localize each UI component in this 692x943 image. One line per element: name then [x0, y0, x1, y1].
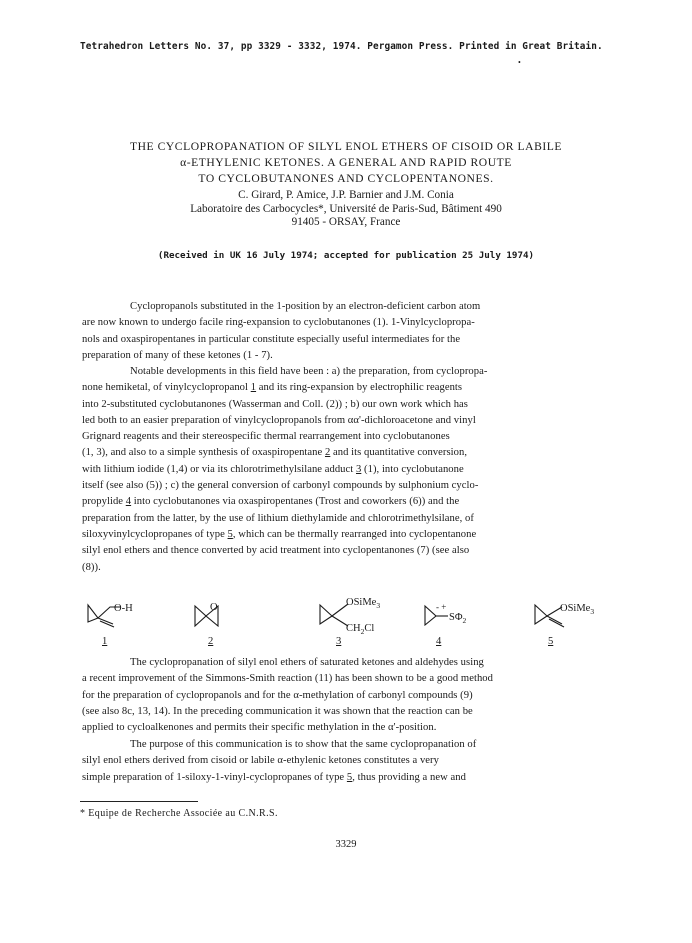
- running-head: Tetrahedron Letters No. 37, pp 3329 - 3332, 1974. Pergamon Press. Printed in Great Britain.: [80, 41, 603, 52]
- p2-line: [82, 380, 614, 396]
- p2-line: (8)).: [82, 561, 101, 573]
- p2-line: Grignard reagents and their stereospecific thermal rearrangement into cyclobutanones: [82, 431, 450, 443]
- article-title: [100, 139, 592, 187]
- structure-2-number: 2: [208, 636, 214, 647]
- compound-ref: 5: [346, 771, 353, 783]
- p1-line: preparation of many of these ketones (1 - 7).: [82, 349, 273, 361]
- title-line-1: THE CYCLOPROPANATION OF SILYL ENOL ETHERS OF CISOID OR LABILE: [129, 140, 563, 153]
- text-run: propylide: [82, 496, 126, 508]
- p3-line: The cyclopropanation of silyl enol ethers of saturated ketones and aldehydes using: [130, 657, 484, 668]
- p2-line: led both to an easier preparation of vinylcyclopropanols from αα'-dichloroacetone and vinyl: [82, 414, 476, 426]
- p2-line: [82, 445, 614, 461]
- affiliation-line-2: 91405 - ORSAY, France: [291, 216, 401, 228]
- p4-line: The purpose of this communication is to show that the same cyclopropanation of: [130, 739, 477, 750]
- structure-3-substituent: [346, 597, 380, 610]
- p4-line: silyl enol ethers derived from cisoid or labile α-ethylenic ketones constitutes a very: [82, 755, 439, 767]
- compound-ref: 3: [355, 463, 362, 475]
- footnote: * Equipe de Recherche Associée au C.N.R.S.: [80, 808, 278, 819]
- p2-line: Notable developments in this field have been : a) the preparation, from cyclopropa-: [130, 366, 488, 377]
- paragraph-4: [82, 737, 614, 786]
- text-run: , which can be thermally rearranged into cyclopentanone: [232, 528, 477, 540]
- p3-line: applied to cycloalkenones and permits their specific methylation in the α'-position.: [82, 722, 437, 734]
- authors: C. Girard, P. Amice, J.P. Barnier and J.M. Conia: [238, 189, 454, 201]
- structure-4-number: 4: [436, 636, 442, 647]
- text-run: and its quantitative conversion,: [330, 447, 468, 459]
- structure-1-substituent: O-H: [114, 603, 133, 614]
- formula-subscript: 2: [360, 627, 365, 636]
- page-number: 3329: [335, 839, 357, 850]
- p2-line: [82, 462, 614, 478]
- p1-line: Cyclopropanols substituted in the 1-position by an electron-deficient carbon atom: [130, 301, 481, 312]
- paragraph-3: [82, 655, 614, 736]
- text-run: into cyclobutanones via oxaspiropentanes (Trost and coworkers (6)) and the: [131, 496, 460, 508]
- p3-line: for the preparation of cyclopropanols and for the α-methylation of carbonyl compounds (9): [82, 689, 473, 701]
- compound-ref: 4: [125, 496, 132, 508]
- formula-main: OSiMe: [560, 603, 591, 614]
- formula-subscript: 2: [462, 616, 467, 625]
- p1-line: nols and oxaspiropentanes in particular constitute especially useful intermediates for the: [82, 333, 461, 345]
- formula-subscript: 3: [376, 601, 381, 610]
- structure-3-drawing: [320, 604, 348, 626]
- header-mark: •: [518, 58, 521, 67]
- p2-line: [82, 494, 614, 510]
- affiliation: [100, 203, 592, 229]
- structure-3-number: 3: [336, 636, 342, 647]
- compound-ref: 5: [227, 528, 233, 540]
- paragraph-2: [82, 364, 614, 576]
- p2-line: preparation from the latter, by the use of lithium diethylamide and chlorotrimethylsilane, of: [82, 512, 474, 524]
- formula-subscript: 3: [590, 607, 595, 616]
- formula-main: SΦ: [449, 612, 463, 623]
- formula-tail: Cl: [364, 623, 375, 634]
- compound-ref: 1: [250, 382, 257, 394]
- p2-line: silyl enol ethers and thence converted by acid treatment into cyclopentanones (7) (see also: [82, 545, 470, 557]
- p2-line: itself (see also (5)) ; c) the general conversion of carbonyl compounds by sulphonium cyclo-: [82, 480, 479, 492]
- structure-4-substituent: [449, 612, 467, 625]
- structure-2-substituent: O: [210, 602, 218, 613]
- text-run: , thus providing a new and: [352, 771, 466, 783]
- formula-main: OSiMe: [346, 597, 377, 608]
- structure-3-substituent-2: [346, 623, 374, 636]
- received-dates: (Received in UK 16 July 1974; accepted for publication 25 July 1974): [157, 250, 535, 261]
- structure-5-number: 5: [548, 636, 554, 647]
- text-run: and its ring-expansion by electrophilic reagents: [256, 382, 463, 394]
- text-run: (1, 3), and also to a simple synthesis of oxaspiropentane: [82, 447, 325, 459]
- footnote-divider: [80, 801, 198, 802]
- p3-line: a recent improvement of the Simmons-Smith reaction (11) has been shown to be a good method: [82, 673, 493, 685]
- structure-row: [80, 592, 640, 654]
- compound-ref: 2: [324, 447, 331, 459]
- p3-line: (see also 8c, 13, 14). In the preceding communication it was shown that the reaction can be: [82, 705, 473, 717]
- structure-drawings: [80, 592, 640, 636]
- text-run: (1), into cyclobutanone: [361, 463, 464, 475]
- structure-5-substituent: [560, 603, 594, 616]
- p4-line: [82, 770, 614, 786]
- title-line-3: TO CYCLOBUTANONES AND CYCLOPENTANONES.: [198, 172, 494, 185]
- p2-line: [82, 527, 614, 543]
- paragraph-1: [82, 299, 614, 364]
- structure-4-charges: - +: [436, 602, 447, 612]
- structure-1-number: 1: [102, 636, 108, 647]
- p2-line: into 2-substituted cyclobutanones (Wasserman and Coll. (2)) ; b) our own work which has: [82, 398, 468, 410]
- text-run: simple preparation of 1-siloxy-1-vinyl-cyclopropanes of type: [82, 771, 347, 783]
- formula-main: CH: [346, 623, 361, 634]
- text-run: with lithium iodide (1,4) or via its chlorotrimethylsilane adduct: [82, 463, 356, 475]
- text-run: none hemiketal, of vinylcyclopropanol: [82, 382, 251, 394]
- affiliation-line-1: Laboratoire des Carbocycles*, Université de Paris-Sud, Bâtiment 490: [190, 203, 502, 215]
- text-run: siloxyvinylcyclopropanes of type: [82, 528, 228, 540]
- p1-line: are now known to undergo facile ring-expansion to cyclobutanones (1). 1-Vinylcyclopropa-: [82, 317, 475, 329]
- title-line-2: α-ETHYLENIC KETONES. A GENERAL AND RAPID ROUTE: [180, 156, 512, 169]
